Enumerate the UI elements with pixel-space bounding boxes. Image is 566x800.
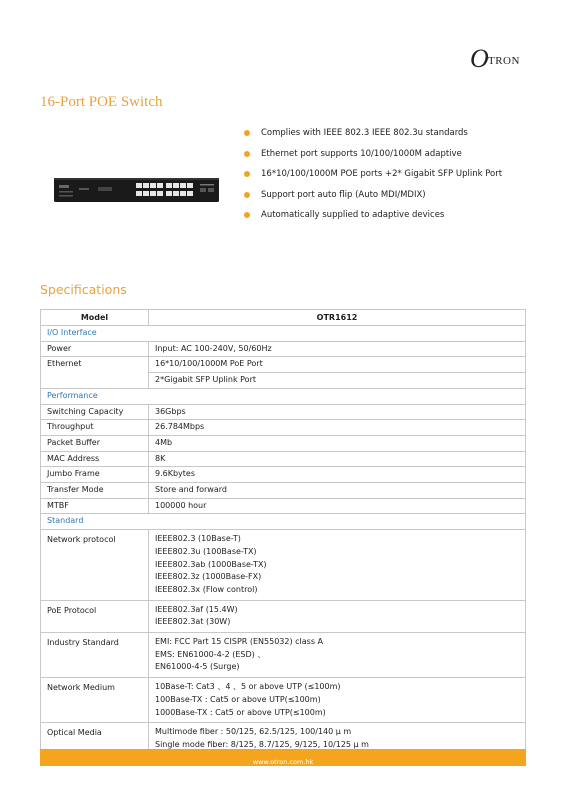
section-io-interface: I/O Interface — [41, 326, 526, 342]
table-row — [41, 483, 526, 499]
spec-value: 36Gbps — [149, 404, 526, 420]
feature-text: Support port auto flip (Auto MDI/MDIX) — [261, 189, 426, 200]
spec-label: Throughput — [41, 420, 149, 436]
spec-value-line: EN61000-4-5 (Surge) — [155, 662, 240, 672]
footer-url: www.otron.com.hk — [252, 758, 314, 766]
header-model: Model — [41, 310, 149, 326]
spec-value: 8K — [149, 451, 526, 467]
spec-value-line: IEEE802.3ab (1000Base-TX) — [155, 559, 267, 569]
spec-label: MAC Address — [41, 451, 149, 467]
bullet-icon — [244, 192, 250, 198]
spec-value — [149, 530, 526, 601]
spec-label: Switching Capacity — [41, 404, 149, 420]
brand-logo — [470, 46, 540, 72]
spec-value-line: Single mode fiber: 8/125, 8.7/125, 9/125, 10/125 μ m — [155, 739, 369, 749]
product-title: 16-Port POE Switch — [40, 94, 163, 110]
logo-o: O — [470, 44, 489, 73]
table-row — [41, 451, 526, 467]
spec-value — [149, 600, 526, 632]
feature-list — [244, 128, 502, 231]
spec-value-line: EMI: FCC Part 15 CISPR (EN55032) class A — [155, 637, 324, 647]
table-row — [41, 435, 526, 451]
table-row — [41, 357, 526, 373]
section-performance: Performance — [41, 388, 526, 404]
spec-value-line: 1000Base-TX : Cat5 or above UTP(≤100m) — [155, 707, 326, 717]
table-row — [41, 498, 526, 514]
spec-value: 4Mb — [149, 435, 526, 451]
spec-value-line: 100Base-TX : Cat5 or above UTP(≤100m) — [155, 694, 321, 704]
spec-value — [149, 678, 526, 723]
feature-item — [244, 190, 502, 200]
spec-value-line: 10Base-T: Cat3 、4 、5 or above UTP (≤100m) — [155, 682, 341, 692]
feature-item — [244, 128, 502, 138]
spec-value: 26.784Mbps — [149, 420, 526, 436]
bullet-icon — [244, 130, 250, 136]
feature-text: Complies with IEEE 802.3 IEEE 802.3u standards — [261, 128, 468, 138]
table-row — [41, 404, 526, 420]
header-model-value: OTR1612 — [149, 310, 526, 326]
spec-value-line: EMS: EN61000-4-2 (ESD) 、 — [155, 649, 266, 659]
spec-value-line: IEEE802.3x (Flow control) — [155, 584, 258, 594]
table-row — [41, 530, 526, 601]
spec-value: Store and forward — [149, 483, 526, 499]
section-standard: Standard — [41, 514, 526, 530]
bullet-icon — [244, 171, 250, 177]
feature-item — [244, 169, 502, 179]
section-row — [41, 514, 526, 530]
spec-table — [40, 309, 526, 760]
spec-value-line: IEEE802.3z (1000Base-FX) — [155, 572, 262, 582]
feature-text: Ethernet port supports 10/100/1000M adaptive — [261, 148, 462, 159]
table-row — [41, 341, 526, 357]
spec-value: 100000 hour — [149, 498, 526, 514]
spec-label: Packet Buffer — [41, 435, 149, 451]
spec-value-line: IEEE802.3 (10Base-T) — [155, 534, 241, 544]
spec-value: 16*10/100/1000M PoE Port — [149, 357, 526, 373]
spec-value-line: IEEE802.3at (30W) — [155, 617, 231, 627]
table-header-row — [41, 310, 526, 326]
logo-text: TRON — [488, 55, 520, 67]
spec-label: Network protocol — [41, 530, 149, 601]
spec-value: 9.6Kbytes — [149, 467, 526, 483]
table-row — [41, 633, 526, 678]
spec-label: MTBF — [41, 498, 149, 514]
table-row — [41, 467, 526, 483]
section-row — [41, 326, 526, 342]
spec-value-line: IEEE802.3af (15.4W) — [155, 604, 238, 614]
section-row — [41, 388, 526, 404]
spec-value — [149, 633, 526, 678]
spec-label: Jumbo Frame — [41, 467, 149, 483]
feature-text: Automatically supplied to adaptive devices — [261, 210, 445, 221]
spec-label: Optical Media — [41, 723, 149, 760]
switch-device-image — [54, 178, 219, 202]
bullet-icon — [244, 151, 250, 157]
table-row — [41, 600, 526, 632]
bullet-icon — [244, 212, 250, 218]
spec-label: Transfer Mode — [41, 483, 149, 499]
spec-label: Power — [41, 341, 149, 357]
footer-bar — [40, 749, 526, 766]
feature-item — [244, 149, 502, 159]
spec-value: 2*Gigabit SFP Uplink Port — [149, 373, 526, 389]
spec-label: Network Medium — [41, 678, 149, 723]
feature-item — [244, 210, 502, 220]
spec-label: Ethernet — [41, 357, 149, 388]
spec-label: PoE Protocol — [41, 600, 149, 632]
spec-value: Input: AC 100-240V, 50/60Hz — [149, 341, 526, 357]
table-row — [41, 678, 526, 723]
spec-label: Industry Standard — [41, 633, 149, 678]
spec-value-line: Multimode fiber : 50/125, 62.5/125, 100/140 μ m — [155, 727, 352, 737]
feature-text: 16*10/100/1000M POE ports +2* Gigabit SFP Uplink Port — [261, 169, 503, 180]
table-row — [41, 420, 526, 436]
specifications-heading: Specifications — [40, 282, 127, 297]
spec-value-line: IEEE802.3u (100Base-TX) — [155, 546, 257, 556]
